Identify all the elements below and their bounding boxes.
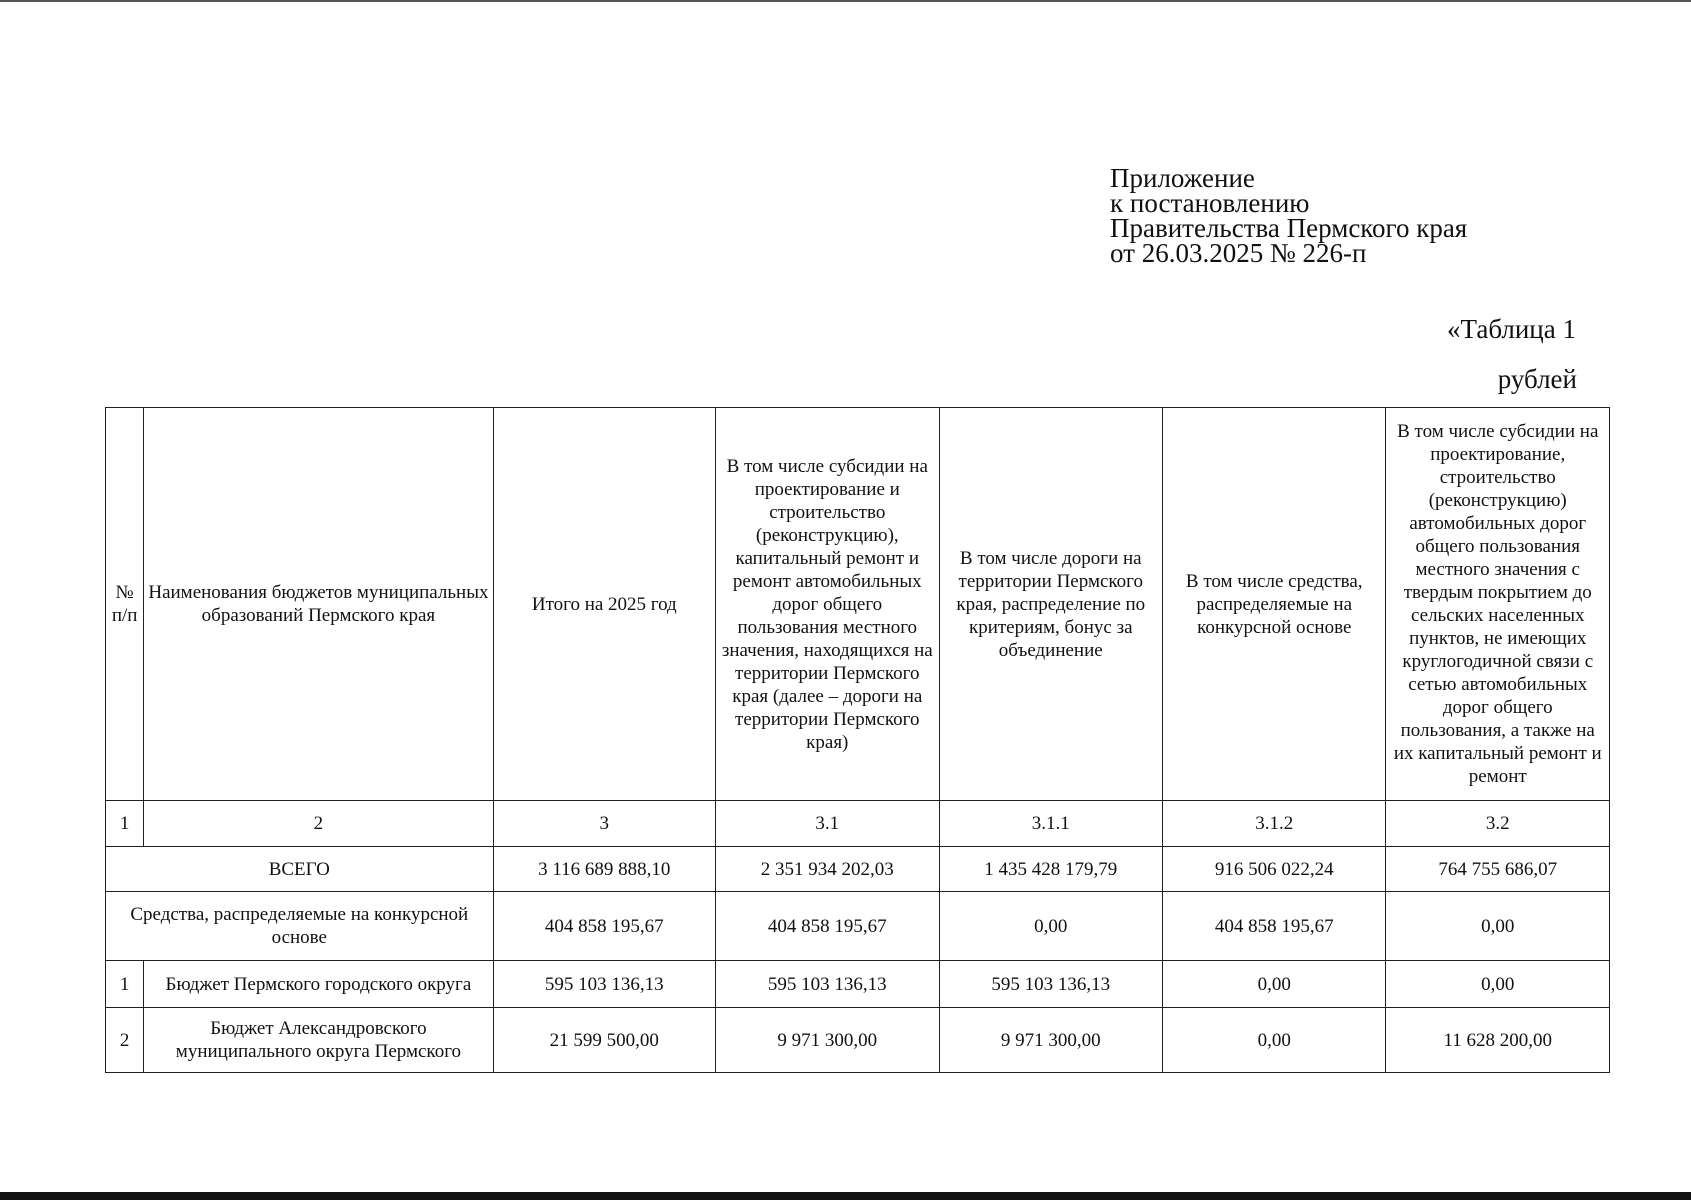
- column-index-cell: 3.1: [716, 801, 939, 847]
- value-cell: 916 506 022,24: [1163, 847, 1386, 892]
- header-cell-number: [106, 408, 144, 801]
- row-label: ВСЕГО: [106, 847, 494, 892]
- value-cell: 0,00: [1386, 892, 1610, 961]
- scan-edge-bottom: [0, 1192, 1691, 1200]
- appendix-header: [1110, 163, 1468, 268]
- value-cell: 2 351 934 202,03: [716, 847, 939, 892]
- table-row: [106, 1008, 1610, 1073]
- appendix-line: от 26.03.2025 № 226-п: [1110, 238, 1367, 268]
- column-index-row: [106, 801, 1610, 847]
- appendix-line: Правительства Пермского края: [1110, 213, 1468, 243]
- value-cell: 9 971 300,00: [716, 1008, 939, 1073]
- header-text: Наименования бюджетов муниципальных образований Пермского края: [148, 582, 489, 626]
- header-cell-3-2: [1386, 408, 1610, 801]
- units-label: рублей: [1497, 364, 1577, 394]
- value-cell: 0,00: [1163, 1008, 1386, 1073]
- row-number: 1: [106, 961, 144, 1008]
- value-cell: 11 628 200,00: [1386, 1008, 1610, 1073]
- header-cell-total: [493, 408, 715, 801]
- value-cell: 404 858 195,67: [1163, 892, 1386, 961]
- header-cell-3-1: [716, 408, 939, 801]
- row-name: Бюджет Пермского городского округа: [144, 961, 493, 1008]
- table-header-row: [106, 408, 1610, 801]
- value-cell: 3 116 689 888,10: [493, 847, 715, 892]
- value-cell: 1 435 428 179,79: [939, 847, 1162, 892]
- header-text: В том числе средства, распределяемые на конкурсной основе: [1185, 570, 1363, 638]
- value-cell: 0,00: [1163, 961, 1386, 1008]
- column-index-cell: 3.1.1: [939, 801, 1162, 847]
- header-cell-3-1-1: [939, 408, 1162, 801]
- appendix-line: Приложение: [1110, 163, 1255, 193]
- header-text: Итого на 2025 год: [531, 593, 677, 615]
- row-name: Бюджет Александровского муниципального округа Пермского: [144, 1008, 493, 1073]
- value-cell: 764 755 686,07: [1386, 847, 1610, 892]
- value-cell: 404 858 195,67: [493, 892, 715, 961]
- row-number: 2: [106, 1008, 144, 1073]
- column-index-cell: 2: [144, 801, 493, 847]
- value-cell: 595 103 136,13: [939, 961, 1162, 1008]
- header-text: В том числе субсидии на проектирование, строительство (реконструкцию) автомобильных дорог общего пользования местного значения с твердым покрытием до сельских населенных пунктов, не имеющих круглогодичной связи с сетью автомобильных дорог общего пользования, а также на их капитальный ремонт и ремонт: [1393, 421, 1602, 787]
- header-cell-name: [144, 408, 493, 801]
- table-row-total: [106, 847, 1610, 892]
- value-cell: 404 858 195,67: [716, 892, 939, 961]
- table-row-competitive: [106, 892, 1610, 961]
- budget-table: [105, 407, 1610, 1073]
- value-cell: 9 971 300,00: [939, 1008, 1162, 1073]
- column-index-cell: 3.2: [1386, 801, 1610, 847]
- header-text: № п/п: [111, 582, 138, 626]
- value-cell: 21 599 500,00: [493, 1008, 715, 1073]
- value-cell: 0,00: [939, 892, 1162, 961]
- header-text: В том числе дороги на территории Пермского края, распределение по критериям, бонус за объединение: [956, 547, 1146, 661]
- value-cell: 595 103 136,13: [716, 961, 939, 1008]
- table-title: «Таблица 1: [1447, 314, 1576, 344]
- header-cell-3-1-2: [1163, 408, 1386, 801]
- scan-edge-top: [0, 0, 1691, 2]
- row-label: Средства, распределяемые на конкурсной основе: [106, 892, 494, 961]
- appendix-line: к постановлению: [1110, 188, 1310, 218]
- value-cell: 0,00: [1386, 961, 1610, 1008]
- column-index-cell: 1: [106, 801, 144, 847]
- header-text: В том числе субсидии на проектирование и строительство (реконструкцию), капитальный ремонт и ремонт автомобильных дорог общего пользования местного значения, находящихся на территории Пермского края (далее – дороги на территории Пермского края): [721, 455, 933, 753]
- value-cell: 595 103 136,13: [493, 961, 715, 1008]
- table-row: [106, 961, 1610, 1008]
- column-index-cell: 3.1.2: [1163, 801, 1386, 847]
- column-index-cell: 3: [493, 801, 715, 847]
